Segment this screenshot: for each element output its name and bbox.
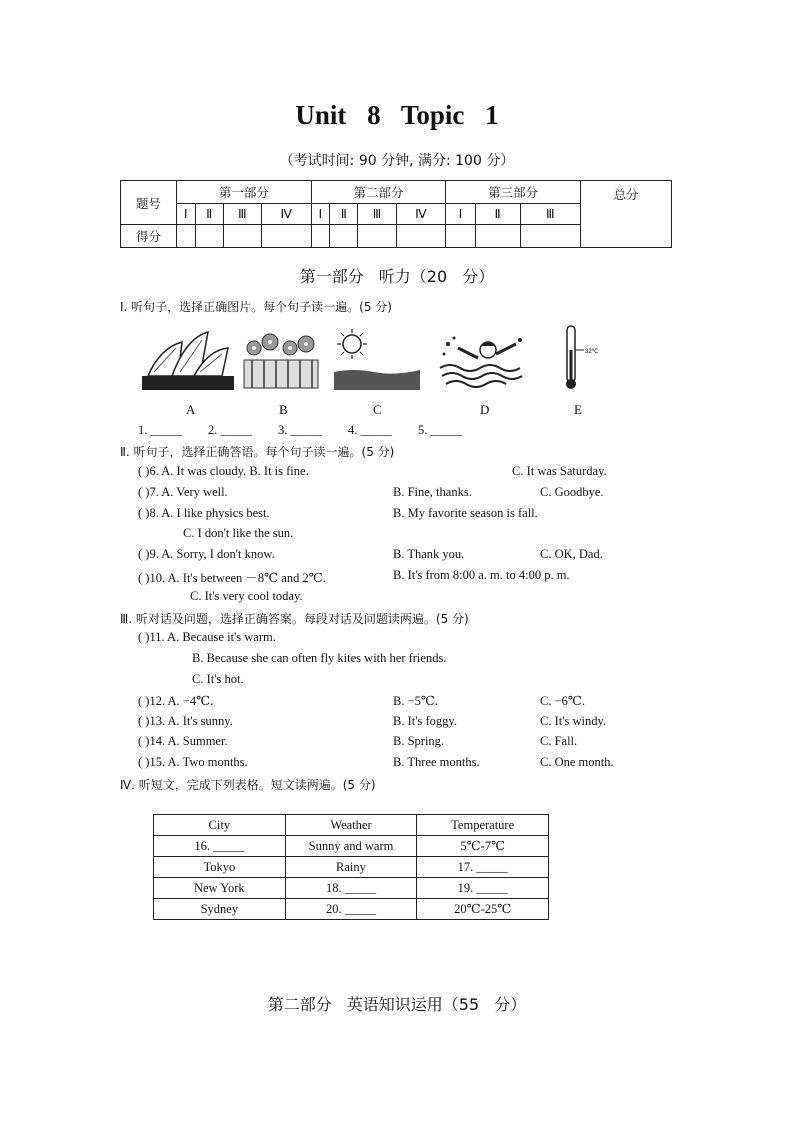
score-table <box>120 180 672 248</box>
question-14-option-c: C. Fall. <box>540 734 578 748</box>
score-col: Ⅲ <box>520 204 580 225</box>
question-9-option-c: C. OK, Dad. <box>540 547 603 561</box>
score-cell <box>261 225 311 248</box>
question-11-option-c: C. It's hot. <box>192 672 244 686</box>
part1-heading: 第一部分 听力（20 分） <box>299 267 495 286</box>
question-9: ( )9. A. Sorry, I don't know. <box>138 547 275 561</box>
score-col: Ⅱ <box>195 204 223 225</box>
picture-label-d: D <box>480 402 490 417</box>
question-14: ( )14. A. Summer. <box>138 734 228 748</box>
question-10: ( )10. A. It's between －8℃ and 2℃. <box>138 571 326 585</box>
picture-label-a: A <box>186 402 196 417</box>
score-row-label: 得分 <box>121 225 177 248</box>
question-15-option-b: B. Three months. <box>393 755 480 769</box>
score-col: Ⅰ <box>311 204 330 225</box>
table-cell: 20℃-25℃ <box>417 899 549 920</box>
picture-label-c: C <box>373 402 382 417</box>
sun-field-icon <box>334 328 420 390</box>
score-header-part1: 第一部分 <box>177 181 312 204</box>
answer-blank-20[interactable]: 20. _____ <box>285 899 417 920</box>
weather-table <box>153 814 549 920</box>
table-row <box>154 899 549 920</box>
answer-blank-18[interactable]: 18. _____ <box>285 878 417 899</box>
answer-blank-2[interactable]: 2. _____ <box>208 423 252 437</box>
score-cell <box>475 225 520 248</box>
score-cell <box>330 225 358 248</box>
question-11-option-b: B. Because she can often fly kites with her friends. <box>192 651 447 665</box>
question-15-option-c: C. One month. <box>540 755 614 769</box>
question-10-option-c: C. It's very cool today. <box>190 589 303 603</box>
table-cell: Rainy <box>285 857 417 878</box>
score-col: Ⅳ <box>396 204 446 225</box>
answer-blank-17[interactable]: 17. _____ <box>417 857 549 878</box>
question-13-option-c: C. It's windy. <box>540 714 607 728</box>
question-11: ( )11. A. Because it's warm. <box>138 630 276 644</box>
question-8-option-b: B. My favorite season is fall. <box>393 506 538 520</box>
sec2-instruction: Ⅱ. 听句子，选择正确答语。每个句子读一遍。(5 分) <box>120 445 395 459</box>
score-header-part2: 第二部分 <box>311 181 446 204</box>
question-12-option-b: B. −5℃. <box>393 694 438 708</box>
sec4-instruction: Ⅳ. 听短文，完成下列表格。短文读两遍。(5 分) <box>120 778 376 792</box>
opera-house-icon <box>142 328 234 390</box>
score-header-tihao: 题号 <box>121 181 177 225</box>
table-row <box>154 857 549 878</box>
answer-blank-5[interactable]: 5. _____ <box>418 423 462 437</box>
table-cell: 5℃-7℃ <box>417 836 549 857</box>
score-col: Ⅱ <box>330 204 358 225</box>
score-col: Ⅱ <box>475 204 520 225</box>
table-header: Weather <box>285 815 417 836</box>
answer-blank-3[interactable]: 3. _____ <box>278 423 322 437</box>
table-row <box>154 878 549 899</box>
score-cell <box>223 225 261 248</box>
question-13: ( )13. A. It's sunny. <box>138 714 233 728</box>
table-header: Temperature <box>417 815 549 836</box>
question-14-option-b: B. Spring. <box>393 734 445 748</box>
answer-blank-19[interactable]: 19. _____ <box>417 878 549 899</box>
question-15: ( )15. A. Two months. <box>138 755 248 769</box>
swimmer-icon <box>438 330 528 388</box>
score-cell <box>177 225 196 248</box>
table-header: City <box>154 815 286 836</box>
question-6: ( )6. A. It was cloudy. B. It is fine. <box>138 464 309 478</box>
score-cell <box>195 225 223 248</box>
exam-info: （考试时间: 90 分钟, 满分: 100 分） <box>279 153 515 169</box>
question-12-option-c: C. −6℃. <box>540 694 585 708</box>
sec1-instruction: Ⅰ. 听句子，选择正确图片。每个句子读一遍。(5 分) <box>120 300 392 314</box>
question-7-option-b: B. Fine, thanks. <box>393 485 472 499</box>
question-7-option-c: C. Goodbye. <box>540 485 604 499</box>
answer-blank-16[interactable]: 16. _____ <box>154 836 286 857</box>
score-cell <box>520 225 580 248</box>
question-10-option-b: B. It's from 8:00 a. m. to 4:00 p. m. <box>393 568 570 582</box>
score-col: Ⅰ <box>446 204 475 225</box>
page-title: Unit 8 Topic 1 <box>295 100 499 130</box>
table-cell: Sunny and warm <box>285 836 417 857</box>
table-cell: Tokyo <box>154 857 286 878</box>
question-6-option-c: C. It was Saturday. <box>512 464 607 478</box>
table-cell: New York <box>154 878 286 899</box>
score-col: Ⅲ <box>358 204 396 225</box>
answer-blank-1[interactable]: 1. _____ <box>138 423 182 437</box>
score-col: Ⅰ <box>177 204 196 225</box>
question-13-option-b: B. It's foggy. <box>393 714 457 728</box>
question-8: ( )8. A. I like physics best. <box>138 506 270 520</box>
part2-heading: 第二部分 英语知识运用（55 分） <box>267 995 527 1014</box>
thermometer-reading: 32℃ <box>585 349 599 355</box>
question-9-option-b: B. Thank you. <box>393 547 465 561</box>
flowers-fence-icon <box>240 330 322 390</box>
picture-label-e: E <box>574 402 582 417</box>
score-header-part3: 第三部分 <box>446 181 581 204</box>
score-cell <box>311 225 330 248</box>
score-col: Ⅳ <box>261 204 311 225</box>
table-cell: Sydney <box>154 899 286 920</box>
score-cell <box>446 225 475 248</box>
thermometer-icon <box>560 324 610 390</box>
answer-blank-4[interactable]: 4. _____ <box>348 423 392 437</box>
picture-label-b: B <box>279 402 288 417</box>
score-cell <box>396 225 446 248</box>
sec3-instruction: Ⅲ. 听对话及问题，选择正确答案。每段对话及问题读两遍。(5 分) <box>120 612 469 626</box>
question-7: ( )7. A. Very well. <box>138 485 228 499</box>
question-12: ( )12. A. −4℃. <box>138 694 214 708</box>
table-row <box>154 836 549 857</box>
score-header-total: 总分 <box>581 181 672 248</box>
question-8-option-c: C. I don't like the sun. <box>183 526 294 540</box>
score-col: Ⅲ <box>223 204 261 225</box>
score-cell <box>358 225 396 248</box>
